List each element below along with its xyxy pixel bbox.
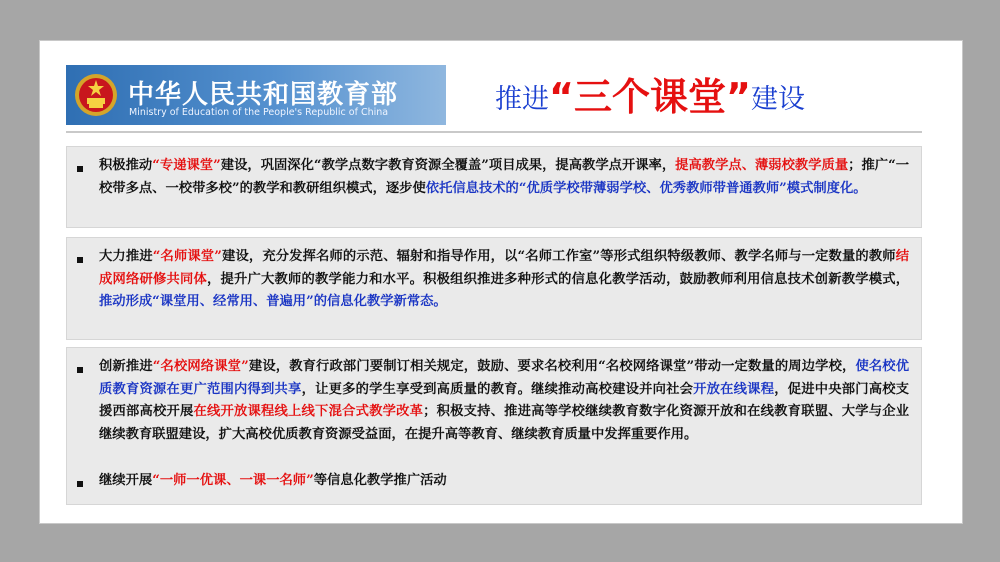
ministry-name-cn: 中华人民共和国教育部 — [128, 80, 399, 110]
text-segment: 开放在线课程 — [693, 381, 775, 397]
text-segment: “一师一优课、一课一名师” — [152, 473, 314, 488]
bullet-icon — [77, 481, 83, 487]
national-emblem-icon — [74, 73, 118, 117]
text-segment: ，让更多的学生享受到高质量的教育。继续推动高校建设并向社会 — [301, 381, 694, 397]
content-box-3 — [66, 347, 922, 505]
text-segment: “名校网络课堂” — [152, 359, 249, 374]
bullet-icon — [77, 166, 83, 172]
ministry-banner — [66, 65, 446, 125]
item-text-1 — [99, 155, 909, 200]
text-segment: 大力推进 — [99, 249, 153, 264]
text-segment: 继续开展 — [99, 473, 153, 488]
item-text-4 — [99, 470, 909, 493]
text-segment: 积极推动 — [99, 158, 153, 173]
title-suffix: 建设 — [750, 84, 805, 115]
text-segment: ，提升广大教师的教学能力和水平。积极组织推进多种形式的信息化教学活动，鼓励教师利用信息技术创新教学模式， — [207, 271, 910, 287]
title-highlight: “三个课堂” — [549, 75, 751, 119]
bullet-icon — [77, 257, 83, 263]
content-box-1 — [66, 146, 922, 228]
text-segment: 建设，巩固深化“教学点数字教育资源全覆盖”项目成果，提高教学点开课率， — [220, 158, 676, 173]
text-segment: ，促进中央部门高校支援西部高校开展 — [99, 381, 910, 419]
text-segment: 在线开放课程线上线下混合式教学改革 — [193, 404, 424, 419]
text-segment: 使名校优质教育资源在更广范围内得到共享 — [99, 359, 910, 397]
title-prefix: 推进 — [495, 84, 549, 115]
text-segment: “专递课堂” — [152, 158, 221, 173]
text-segment: 创新推进 — [99, 359, 153, 374]
item-text-2 — [99, 246, 909, 314]
text-segment: ；推广“一校带多点、一校带多校”的教学和教研组织模式，逐步使 — [99, 158, 910, 196]
text-segment: 提高教学点、薄弱校教学质量 — [675, 158, 849, 173]
text-segment: 等信息化教学推广活动 — [313, 473, 447, 488]
bullet-icon — [77, 367, 83, 373]
text-segment: ；积极支持、推进高等学校继续教育数字化资源开放和在线教育联盟、大学与企业继续教育联盟建设，扩大高校优质教育资源受益面，在提升高等教育、继续教育质量中发挥重要作用。 — [99, 404, 910, 442]
text-segment: “名师课堂” — [152, 249, 222, 264]
text-segment: 建设，教育行政部门要制订相关规定，鼓励、要求名校利用“名校网络课堂”带动一定数量的周边学校， — [248, 359, 856, 374]
content-box-2 — [66, 237, 922, 340]
text-segment: 推动形成“课堂用、经常用、普遍用”的信息化教学新常态。 — [99, 294, 447, 309]
slide-title — [495, 72, 805, 122]
text-segment: 依托信息技术的“优质学校带薄弱学校、优秀教师带普通教师”模式制度化。 — [425, 180, 867, 196]
ministry-name-en: Ministry of Education of the People's Republic of China — [129, 107, 389, 118]
text-segment: 建设，充分发挥名师的示范、辐射和指导作用，以“名师工作室”等形式组织特级教师、教学名师与一定数量的教师 — [221, 249, 896, 264]
text-segment: 结成网络研修共同体 — [99, 249, 910, 287]
header-divider — [66, 131, 922, 133]
item-text-3 — [99, 356, 909, 446]
